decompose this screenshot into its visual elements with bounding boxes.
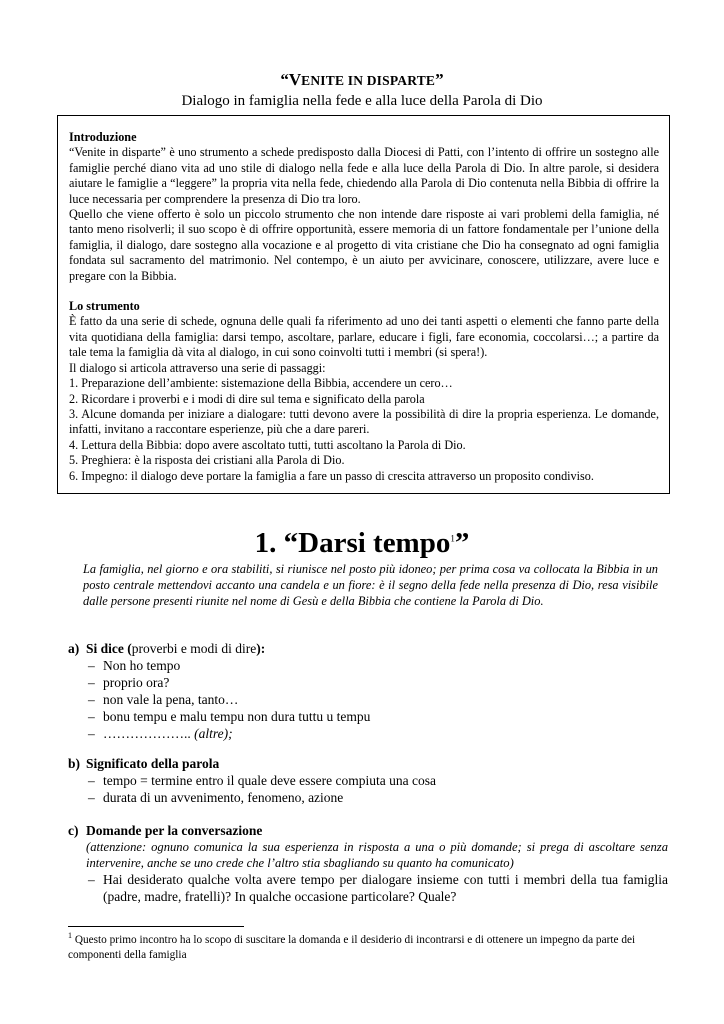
list-item: – Non ho tempo bbox=[88, 657, 668, 674]
intro-paragraph: “Venite in disparte” è uno strumento a schede predisposto dalla Diocesi di Patti, con l’intento di offrire un sostegno alle famiglie perché diano vita ad uno stile di dialogo nella fede e alla luce della Parola di Dio. In altre parole, si desidera aiutare le famiglie a “leggere” la propria vita nella fede, chiedendo alla Parola di Dio contenuta nella Bibbia di offrire la luce necessaria per comprendere la presenza di Dio tra loro. bbox=[69, 145, 659, 206]
section-significato bbox=[68, 755, 668, 806]
footnote: $^1$ Questo primo incontro ha lo scopo di suscitare la domanda e il desiderio di incontrarsi e di ottenere un impegno da parte dei componenti della famiglia bbox=[68, 931, 636, 961]
list-item: – tempo = termine entro il quale deve essere compiuta una cosa bbox=[88, 772, 668, 789]
steps-intro: Il dialogo si articola attraverso una serie di passaggi: bbox=[69, 360, 326, 375]
section-heading: c) Domande per la conversazione bbox=[68, 823, 263, 838]
section-domande bbox=[68, 822, 668, 905]
list-item: – ……………….. (altre); bbox=[88, 725, 668, 742]
footnote-separator bbox=[68, 926, 244, 927]
list-item: – bonu tempu e malu tempu non dura tuttu u tempu bbox=[88, 708, 668, 725]
tool-paragraph: È fatto da una serie di schede, ognuna delle quali fa riferimento ad uno dei tanti aspetti o elementi che fanno parte della vita quotidiana della famiglia: darsi tempo, ascoltare, parlare, educare i figli, fare economia, coccolarsi…; a partire da tale tema la famiglia dà vita al dialogo, in cui sono coinvolti tutti i membri (si spera!). bbox=[69, 314, 659, 360]
step-item: 2. Ricordare i proverbi e i modi di dire sul tema e significato della parola bbox=[69, 391, 425, 406]
footnote-number: 1 bbox=[68, 931, 72, 941]
meaning-list bbox=[68, 772, 668, 806]
intro-heading: Introduzione bbox=[69, 130, 137, 144]
step-item: 6. Impegno: il dialogo deve portare la famiglia a fare un passo di crescita attraverso un proposito condiviso. bbox=[69, 468, 594, 483]
section-heading: b) Significato della parola bbox=[68, 756, 220, 771]
list-item: – Hai desiderato qualche volta avere tempo per dialogare insieme con tutti i membri della tua famiglia (padre, madre, fratelli)? In qualche occasione particolare? Quale? bbox=[88, 871, 668, 905]
step-item: 4. Lettura della Bibbia: dopo avere ascoltato tutti, tutti ascoltano la Parola di Dio. bbox=[69, 437, 466, 452]
footnote-reference[interactable]: 1 bbox=[450, 533, 455, 544]
section-note: (attenzione: ognuno comunica la sua esperienza in risposta a una o più domande; si prega di ascoltare senza intervenire, anche se uno crede che l’altro stia sbagliando su quanto ha comunicato) bbox=[86, 840, 668, 870]
section-si-dice bbox=[68, 640, 668, 742]
document-title: “VENITE IN DISPARTE” bbox=[280, 70, 444, 89]
list-item: – non vale la pena, tanto… bbox=[88, 691, 668, 708]
step-item: 5. Preghiera: è la risposta dei cristiani alla Parola di Dio. bbox=[69, 453, 345, 468]
tool-heading: Lo strumento bbox=[69, 299, 140, 314]
chapter-heading: 1. “Darsi tempo$^1$” bbox=[254, 527, 470, 559]
intro-box bbox=[57, 115, 670, 494]
step-item: 1. Preparazione dell’ambiente: sistemazione della Bibbia, accendere un cero… bbox=[69, 376, 453, 391]
chapter-lead: La famiglia, nel giorno e ora stabiliti, si riunisce nel posto più idoneo; per prima cosa va collocata la Bibbia in un posto centrale mettendovi accanto una candela e un fiore: è il segno della fede nella presenza di Dio, resa visibile dalle persone presenti riunite nel nome di Gesù e della Bibbia che contiene la Parola di Dio. bbox=[83, 562, 658, 608]
step-item: 3. Alcune domanda per iniziare a dialogare: tutti devono avere la possibilità di dire la propria esperienza. Le domande, infatti, invitano a raccontare esperienze, più che a dare pareri. bbox=[69, 406, 659, 437]
questions-list bbox=[68, 871, 668, 905]
document-subtitle: Dialogo in famiglia nella fede e alla luce della Parola di Dio bbox=[181, 93, 543, 109]
section-heading: a) Si dice (proverbi e modi di dire): bbox=[68, 641, 266, 656]
list-item: – durata di un avvenimento, fenomeno, azione bbox=[88, 789, 668, 806]
intro-paragraph: Quello che viene offerto è solo un piccolo strumento che non intende dare risposte ai vari problemi della famiglia, né tanto meno risolverli; il suo scopo è di offrire opportunità, essere memoria di un fattore fondamentale per l’unione della famiglia, il dialogo, dare sostegno alla vocazione e al progetto di vita cristiane che Dio ha consegnato ad ogni famiglia fondata sul sacramento del matrimonio. Nel contempo, è un aiuto per avvicinare, conoscere, utilizzare, avere luce e pregare con la Bibbia. bbox=[69, 207, 659, 283]
list-item: – proprio ora? bbox=[88, 674, 668, 691]
proverbs-list bbox=[68, 657, 668, 742]
